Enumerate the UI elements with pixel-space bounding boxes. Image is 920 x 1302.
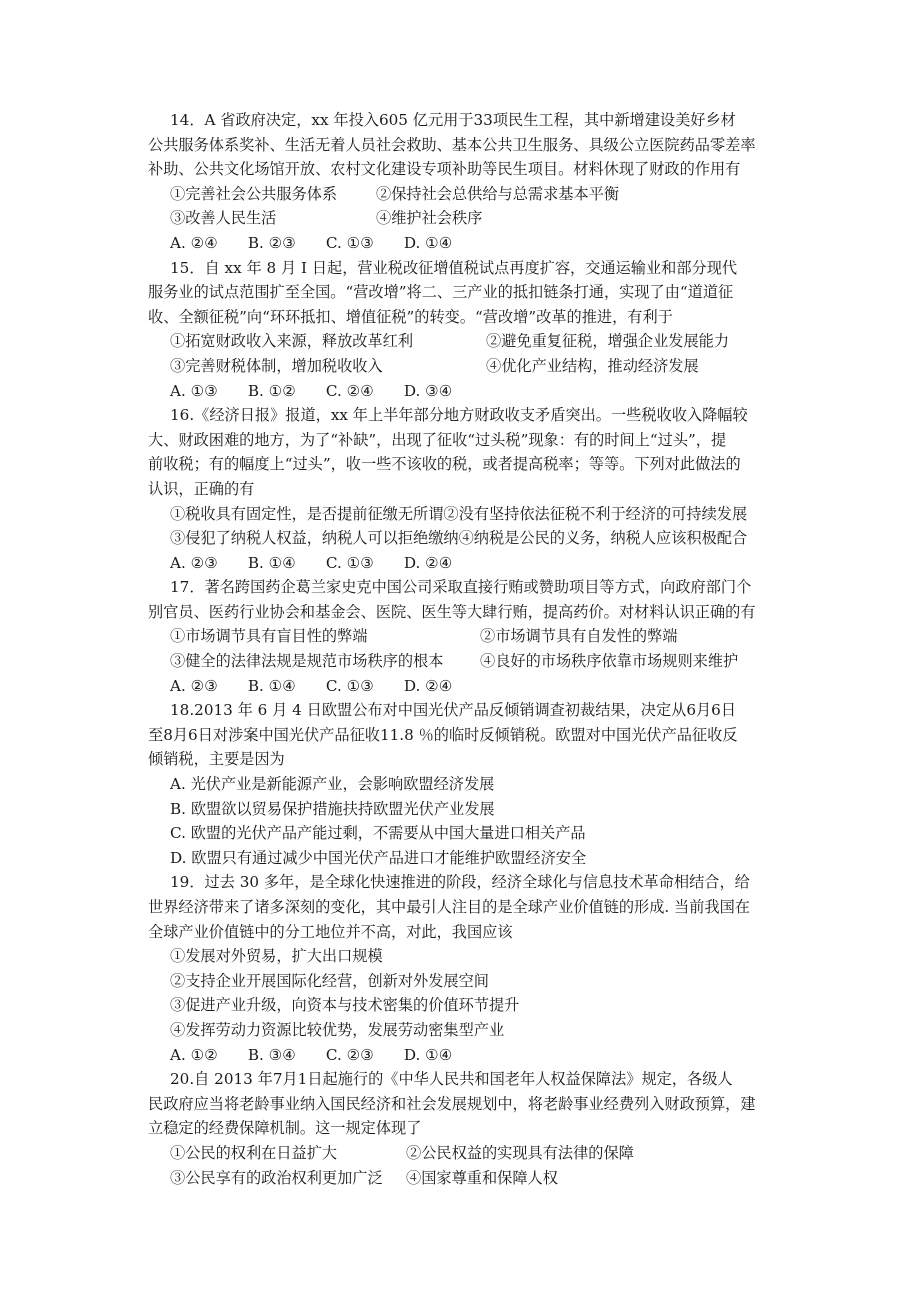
answer-choice: D. ①④	[403, 1045, 453, 1064]
question-stem-line: 大、财政困难的地方，为了“补缺”，出现了征收“过头税”现象：有的时间上“过头”，提	[148, 430, 727, 449]
option-line: ②支持企业开展国际化经营，创新对外发展空间	[170, 971, 489, 990]
answer-choice: B. ②③	[247, 233, 296, 252]
answer-choice: C. ②③	[325, 1045, 374, 1064]
option-item: ②保持社会总供给与总需求基本平衡	[376, 184, 619, 203]
option-item: ③健全的法律法规是规范市场秩序的根本	[170, 652, 444, 671]
answer-choice: D. ①④	[403, 233, 453, 252]
option-row	[170, 1166, 784, 1191]
question-stem-line: 20.自 2013 年7月1日起施行的《中华人民共和国老年人权益保障法》规定，各级人	[170, 1070, 733, 1089]
question-20	[148, 1067, 784, 1190]
option-row	[170, 649, 784, 674]
option-item: ④维护社会秩序	[376, 209, 483, 228]
question-stem-line: 倾销税，主要是因为	[148, 750, 285, 769]
answer-choice: A. ①②	[170, 1045, 218, 1064]
question-16	[148, 403, 784, 575]
answer-choice: C. ①③	[325, 553, 374, 572]
option-item: ②公民权益的实现具有法律的保障	[406, 1143, 634, 1162]
answer-choice: B. ③④	[247, 1045, 296, 1064]
answer-choices	[170, 551, 784, 576]
option-item: ①拓宽财政收入来源，释放改革红利	[170, 332, 413, 351]
answer-choice: D. ③④	[403, 381, 453, 400]
answer-choice: A. ①③	[170, 381, 218, 400]
answer-choice: A. ②③	[170, 676, 218, 695]
answer-choice: C. ①③	[325, 233, 374, 252]
answer-choice: B. ①④	[247, 553, 296, 572]
question-stem-line: 服务业的试点范围扩至全国。“营改增”将二、三产业的抵扣链条打通，实现了由“道道征	[148, 283, 734, 302]
option-row	[170, 1141, 784, 1166]
question-18	[148, 698, 784, 870]
option-line: ①发展对外贸易，扩大出口规模	[170, 947, 383, 966]
answer-choices	[170, 379, 784, 404]
question-stem-line: 18.2013 年 6 月 4 日欧盟公布对中国光伏产品反倾销调查初裁结果，决定从6月6日	[170, 701, 737, 720]
question-stem-line: 前收税；有的幅度上“过头”，收一些不该收的税，或者提高税率；等等。下列对此做法的	[148, 455, 741, 474]
option-line: ①税收具有固定性，是否提前征缴无所谓②没有坚持依法征税不利于经济的可持续发展	[170, 504, 748, 523]
question-17	[148, 575, 784, 698]
option-line: ③促进产业升级，向资本与技术密集的价值环节提升	[170, 996, 520, 1015]
question-stem-line: 15．自 xx 年 8 月 I 日起，营业税改征增值税试点再度扩容，交通运输业和部分现代	[170, 258, 738, 277]
option-item: ③公民享有的政治权利更加广泛	[170, 1168, 383, 1187]
option-line: A. 光伏产业是新能源产业，会影响欧盟经济发展	[170, 775, 495, 794]
answer-choices	[170, 674, 784, 699]
question-stem-line: 公共服务体系奖补、生活无着人员社会救助、基本公共卫生服务、具级公立医院药品零差率	[148, 135, 756, 154]
option-item: ②市场调节具有自发性的弊端	[480, 627, 678, 646]
question-stem-line: 世界经济带来了诸多深刻的变化，其中最引人注目的是全球产业价值链的形成. 当前我国在	[148, 898, 750, 916]
option-row	[170, 329, 784, 354]
question-stem-line: 认识，正确的有	[148, 479, 255, 498]
question-15	[148, 256, 784, 404]
answer-choice: D. ②④	[403, 676, 453, 695]
option-item: ③改善人民生活	[170, 209, 277, 228]
answer-choices	[170, 1043, 784, 1068]
option-item: ④国家尊重和保障人权	[406, 1168, 558, 1187]
option-line: C. 欧盟的光伏产品产能过剩，不需要从中国大量进口相关产品	[170, 824, 586, 843]
option-line: B. 欧盟欲以贸易保护措施扶持欧盟光伏产业发展	[170, 799, 495, 818]
question-14	[148, 108, 784, 256]
answer-choice: D. ②④	[403, 553, 453, 572]
option-row	[170, 624, 784, 649]
answer-choices	[170, 231, 784, 256]
question-stem-line: 14．A 省政府决定，xx 年投入605 亿元用于33项民生工程，其中新增建设美好乡材	[170, 111, 736, 129]
question-19	[148, 870, 784, 1067]
option-item: ④优化产业结构，推动经济发展	[486, 356, 699, 375]
option-item: ①市场调节具有盲目性的弊端	[170, 627, 368, 646]
question-stem-line: 全球产业价值链中的分工地位并不高，对此，我国应该	[148, 922, 513, 941]
option-row	[170, 206, 784, 231]
exam-page	[148, 108, 784, 1190]
option-item: ①公民的权利在日益扩大	[170, 1143, 338, 1162]
answer-choice: C. ②④	[325, 381, 374, 400]
answer-choice: B. ①②	[247, 381, 296, 400]
question-stem-line: 收、全额征税”向“环环抵扣、增值征税”的转变。“营改增”改革的推进，有利于	[148, 307, 673, 326]
option-item: ①完善社会公共服务体系	[170, 184, 338, 203]
answer-choice: A. ②③	[170, 553, 218, 572]
option-line: ③侵犯了纳税人权益，纳税人可以拒绝缴纳④纳税是公民的义务，纳税人应该积极配合	[170, 529, 748, 548]
question-stem-line: 补助、公共文化场馆开放、农村文化建设专项补助等民生项目。材料休现了财政的作用有	[148, 160, 741, 179]
question-stem-line: 立稳定的经费保障机制。这一规定体现了	[148, 1119, 422, 1138]
question-stem-line: 16.《经济日报》报道，xx 年上半年部分地方财政收支矛盾突出。一些税收收入降幅较	[170, 406, 748, 425]
question-stem-line: 至8月6日对涉案中国光伏产品征收11.8 ％的临时反倾销税。欧盟对中国光伏产品征收反	[148, 725, 738, 744]
option-line: ④发挥劳动力资源比较优势，发展劳动密集型产业	[170, 1020, 505, 1039]
question-stem-line: 民政府应当将老龄事业纳入国民经济和社会发展规划中，将老龄事业经费列入财政预算，建	[148, 1094, 756, 1113]
answer-choice: B. ①④	[247, 676, 296, 695]
option-item: ④良好的市场秩序依靠市场规则来维护	[480, 652, 739, 671]
answer-choice: C. ①③	[325, 676, 374, 695]
question-stem-line: 19．过去 30 多年，是全球化快速推进的阶段，经济全球化与信息技术革命相结合，给	[170, 873, 750, 892]
option-item: ②避免重复征税，增强企业发展能力	[486, 332, 729, 351]
question-stem-line: 别官员、医药行业协会和基金会、医院、医生等大肆行贿，提高药价。对材料认识正确的有	[148, 602, 756, 621]
question-stem-line: 17．著名跨国药企葛兰家史克中国公司采取直接行贿或赞助项目等方式，向政府部门个	[170, 578, 752, 597]
option-item: ③完善财税体制，增加税收收入	[170, 356, 383, 375]
option-line: D. 欧盟只有通过减少中国光伏产品进口才能维护欧盟经济安全	[170, 848, 587, 867]
answer-choice: A. ②④	[170, 233, 218, 252]
option-row	[170, 182, 784, 207]
option-row	[170, 354, 784, 379]
